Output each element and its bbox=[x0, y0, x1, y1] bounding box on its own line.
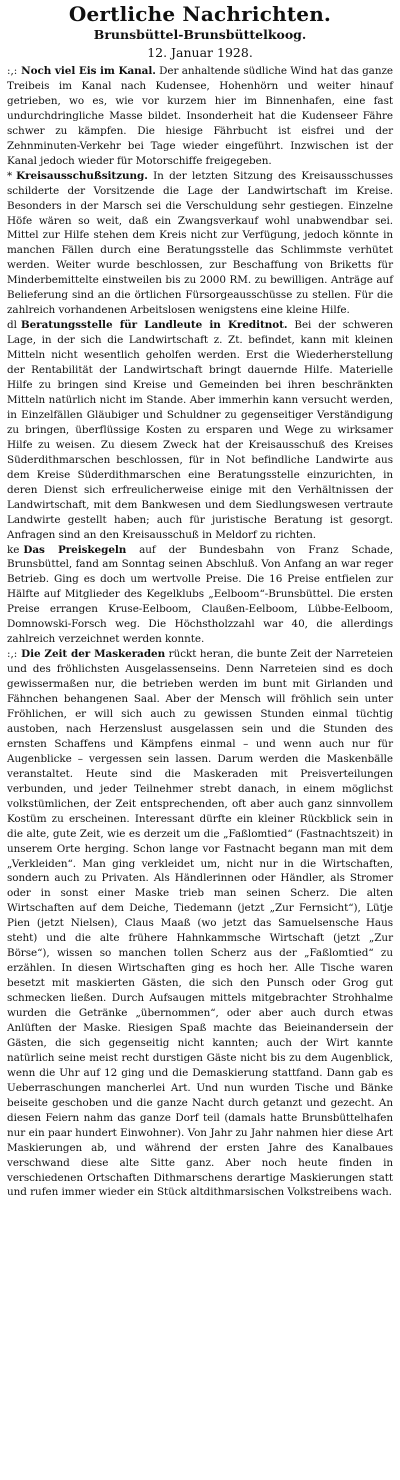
article-paragraph bbox=[7, 64, 393, 169]
section-title: Oertliche Nachrichten. bbox=[68, 2, 332, 26]
article-headline: Kreisausschußsitzung. bbox=[16, 169, 148, 182]
article-mark: ke bbox=[7, 543, 20, 556]
article-headline: Beratungsstelle für Landleute in Kreditnot. bbox=[20, 319, 288, 332]
article-body: auf der Bundesbahn von Franz Schade, Brunsbüttel, fand am Sonntag seinen Abschluß. Von Anfang an war reger Betrieb. Ging es doch um wertvolle Preise. Die 16 Preise entfielen zur Hälfte auf Mitglieder des Kegelklubs „Eelboom“-Brunsbüttel. Die ersten Preise errangen Kruse-Eelboom, Claußen-Eelboom, Lübbe-Eelboom, Domnowski-Forsch weg. Die Höchstholzzahl war 40, die allerdings zahlreich verzeichnet werden konnte. bbox=[7, 543, 393, 646]
article-mark: :,: bbox=[7, 648, 18, 661]
article-district-committee bbox=[7, 169, 393, 319]
section-subtitle: Brunsbüttel-Brunsbüttelkoog. bbox=[93, 27, 307, 42]
article-body: In der letzten Sitzung des Kreisausschusses schilderte der Vorsitzende die Lage der Landwirtschaft im Kreise. Besonders in der Marsch sei die Verschuldung sehr gestiegen. Einzelne Höfe wären so weit, daß ein Zwangsverkauf wohl unabwendbar sei. Mittel zur Hilfe stehen dem Kreis nicht zur Verfügung, jedoch könnte in manchen Fällen durch eine Beratungsstelle das Schlimmste verhütet werden. Weiter wurde beschlossen, zur Beschaffung von Briketts für Minderbemittelte einstweilen bis zu 2000 RM. zu bewilligen. Anträge auf Belieferung sind an die örtlichen Fürsorgeausschüsse zu stellen. Für die zahlreich vorhandenen Arbeitslosen wenigstens eine kleine Hilfe. bbox=[7, 169, 393, 317]
article-body: Der anhaltende südliche Wind hat das ganze Treibeis im Kanal nach Kudensee, Hohenhörn und weiter hinauf getrieben, wo es, wie vor kurzem hier im Binnenhafen, eine fast undurchdringliche Masse bildet. Insonderheit hat die Kudenseer Fähre schwer zu kämpfen. Die hiesige Fährbucht ist eisfrei und der Zehnminuten-Verkehr bei Tage wieder eingeführt. Inzwischen ist der Kanal jedoch wieder für Motorschiffe freigegeben. bbox=[7, 65, 393, 167]
article-ice-in-canal bbox=[7, 64, 393, 169]
article-paragraph bbox=[7, 318, 393, 542]
article-mark: :,: bbox=[7, 65, 18, 77]
article-headline: Die Zeit der Maskeraden bbox=[21, 648, 166, 661]
issue-date: 12. Januar 1928. bbox=[147, 45, 253, 60]
article-headline: Noch viel Eis im Kanal. bbox=[21, 65, 156, 77]
masthead bbox=[7, 2, 393, 62]
article-body: Bei der schweren Lage, in der sich die Landwirtschaft z. Zt. befindet, kann mit kleinen Mitteln nicht wesentlich geholfen werden. Erst die Wiederherstellung der Rentabilität der Landwirtschaft bringt dauernde Hilfe. Materielle Hilfe zu bringen sind Kreise und Gemeinden bei ihren beschränkten Mitteln natürlich nicht im Stande. Aber immerhin kann versucht werden, in Einzelfällen Gläubiger und Schuldner zu gegenseitiger Verständigung zu bringen, überflüssige Kosten zu ersparen und Wege zu wirksamer Hilfe zu weisen. Zu diesem Zweck hat der Kreisausschuß des Kreises Süderdithmarschen beschlossen, für in Not befindliche Landwirte aus dem Kreise Süderdithmarschen eine Beratungsstelle einzurichten, in deren Dienst sich erfreulicherweise einige mit den Verhältnissen der Landwirtschaft, mit dem Bankwesen und dem Siedlungswesen vertraute Landwirte gestellt haben; auch für juristische Beratung ist gesorgt. Anfragen sind an den Kreisausschuß in Meldorf zu richten. bbox=[7, 319, 393, 541]
article-paragraph bbox=[7, 543, 393, 648]
article-bowling-prize bbox=[7, 543, 393, 648]
article-mark: dl bbox=[7, 319, 17, 332]
article-paragraph bbox=[7, 169, 393, 319]
article-mark: * bbox=[7, 169, 13, 182]
article-headline: Das Preiskegeln bbox=[23, 543, 127, 556]
article-advisory-office bbox=[7, 318, 393, 542]
article-body: rückt heran, die bunte Zeit der Narreteien und des fröhlichsten Ausgelassenseins. Denn Narreteien sind es doch gewissermaßen nur, die betrieben werden im bunt mit Girlanden und Fähnchen behangenen Saal. Aber der Mensch will fröhlich sein unter Fröhlichen, er will sich auch zu gewissen Stunden einmal tüchtig austoben, nach Herzenslust ausgelassen sein und die Stunden des ernsten Schaffens und Kämpfens einmal – und wenn auch nur für Augenblicke – vergessen sein lassen. Darum werden die Maskenbälle veranstaltet. Heute sind die Maskeraden mit Preisverteilungen verbunden, und jeder Teilnehmer strebt danach, in einem möglichst volkstümlichen, der Zeit entsprechenden, oft aber auch ganz sinnvollem Kostüm zu erscheinen. Interessant dürfte ein kleiner Rückblick sein in die alte, gute Zeit, wie es derzeit um die „Faßlomtied“ (Fastnachtszeit) in unserem Orte herging. Schon lange vor Fastnacht begann man mit dem „Verkleiden“. Man ging verkleidet um, nicht nur in die Wirtschaften, sondern auch zu Privaten. Als Händlerinnen oder Händler, als Stromer oder in sonst einer Maske trieb man seinen Scherz. Die alten Wirtschaften auf dem Deiche, Tiedemann (jetzt „Zur Fernsicht“), Lütje Pien (jetzt Nielsen), Claus Maaß (wo jetzt das Samuelsensche Haus steht) und die alte frühere Hahnkammsche Wirtschaft (jetzt „Zur Börse“), wissen so manchen tollen Scherz aus der „Faßlomtied“ zu erzählen. In diesen Wirtschaften ging es hoch her. Alle Tische waren besetzt mit maskierten Gästen, die sich den Punsch oder Grog gut schmecken ließen. Durch Aufsaugen mittels mitgebrachter Strohhalme wurden die Getränke „übernommen“, oder aber auch durch etwas Anlüften der Maske. Riesigen Spaß machte das Beieinandersein der Gästen, die sich gegenseitig nicht kannten; auch der Wirt kannte natürlich seine meist recht durstigen Gäste nicht bis zu dem Augenblick, wenn die Uhr auf 12 ging und die Demaskierung stattfand. Dann gab es Ueberraschungen mancherlei Art. Und nun wurden Tische und Bänke beiseite geschoben und die ganze Nacht durch getanzt und gezecht. An diesen Feiern nahm das ganze Dorf teil (damals hatte Brunsbüttelhafen nur ein paar hundert Einwohner). Von Jahr zu Jahr nahmen hier diese Art Maskierungen ab, und während der ersten Jahre des Kanalbaues verschwand diese alte Sitte ganz. Aber noch heute finden in verschiedenen Ortschaften Dithmarschens derartige Maskierungen statt und rufen immer wieder ein Stück altdithmarsischen Volkstreibens wach. bbox=[7, 648, 393, 1199]
article-masquerades bbox=[7, 647, 393, 1200]
article-paragraph bbox=[7, 647, 393, 1200]
